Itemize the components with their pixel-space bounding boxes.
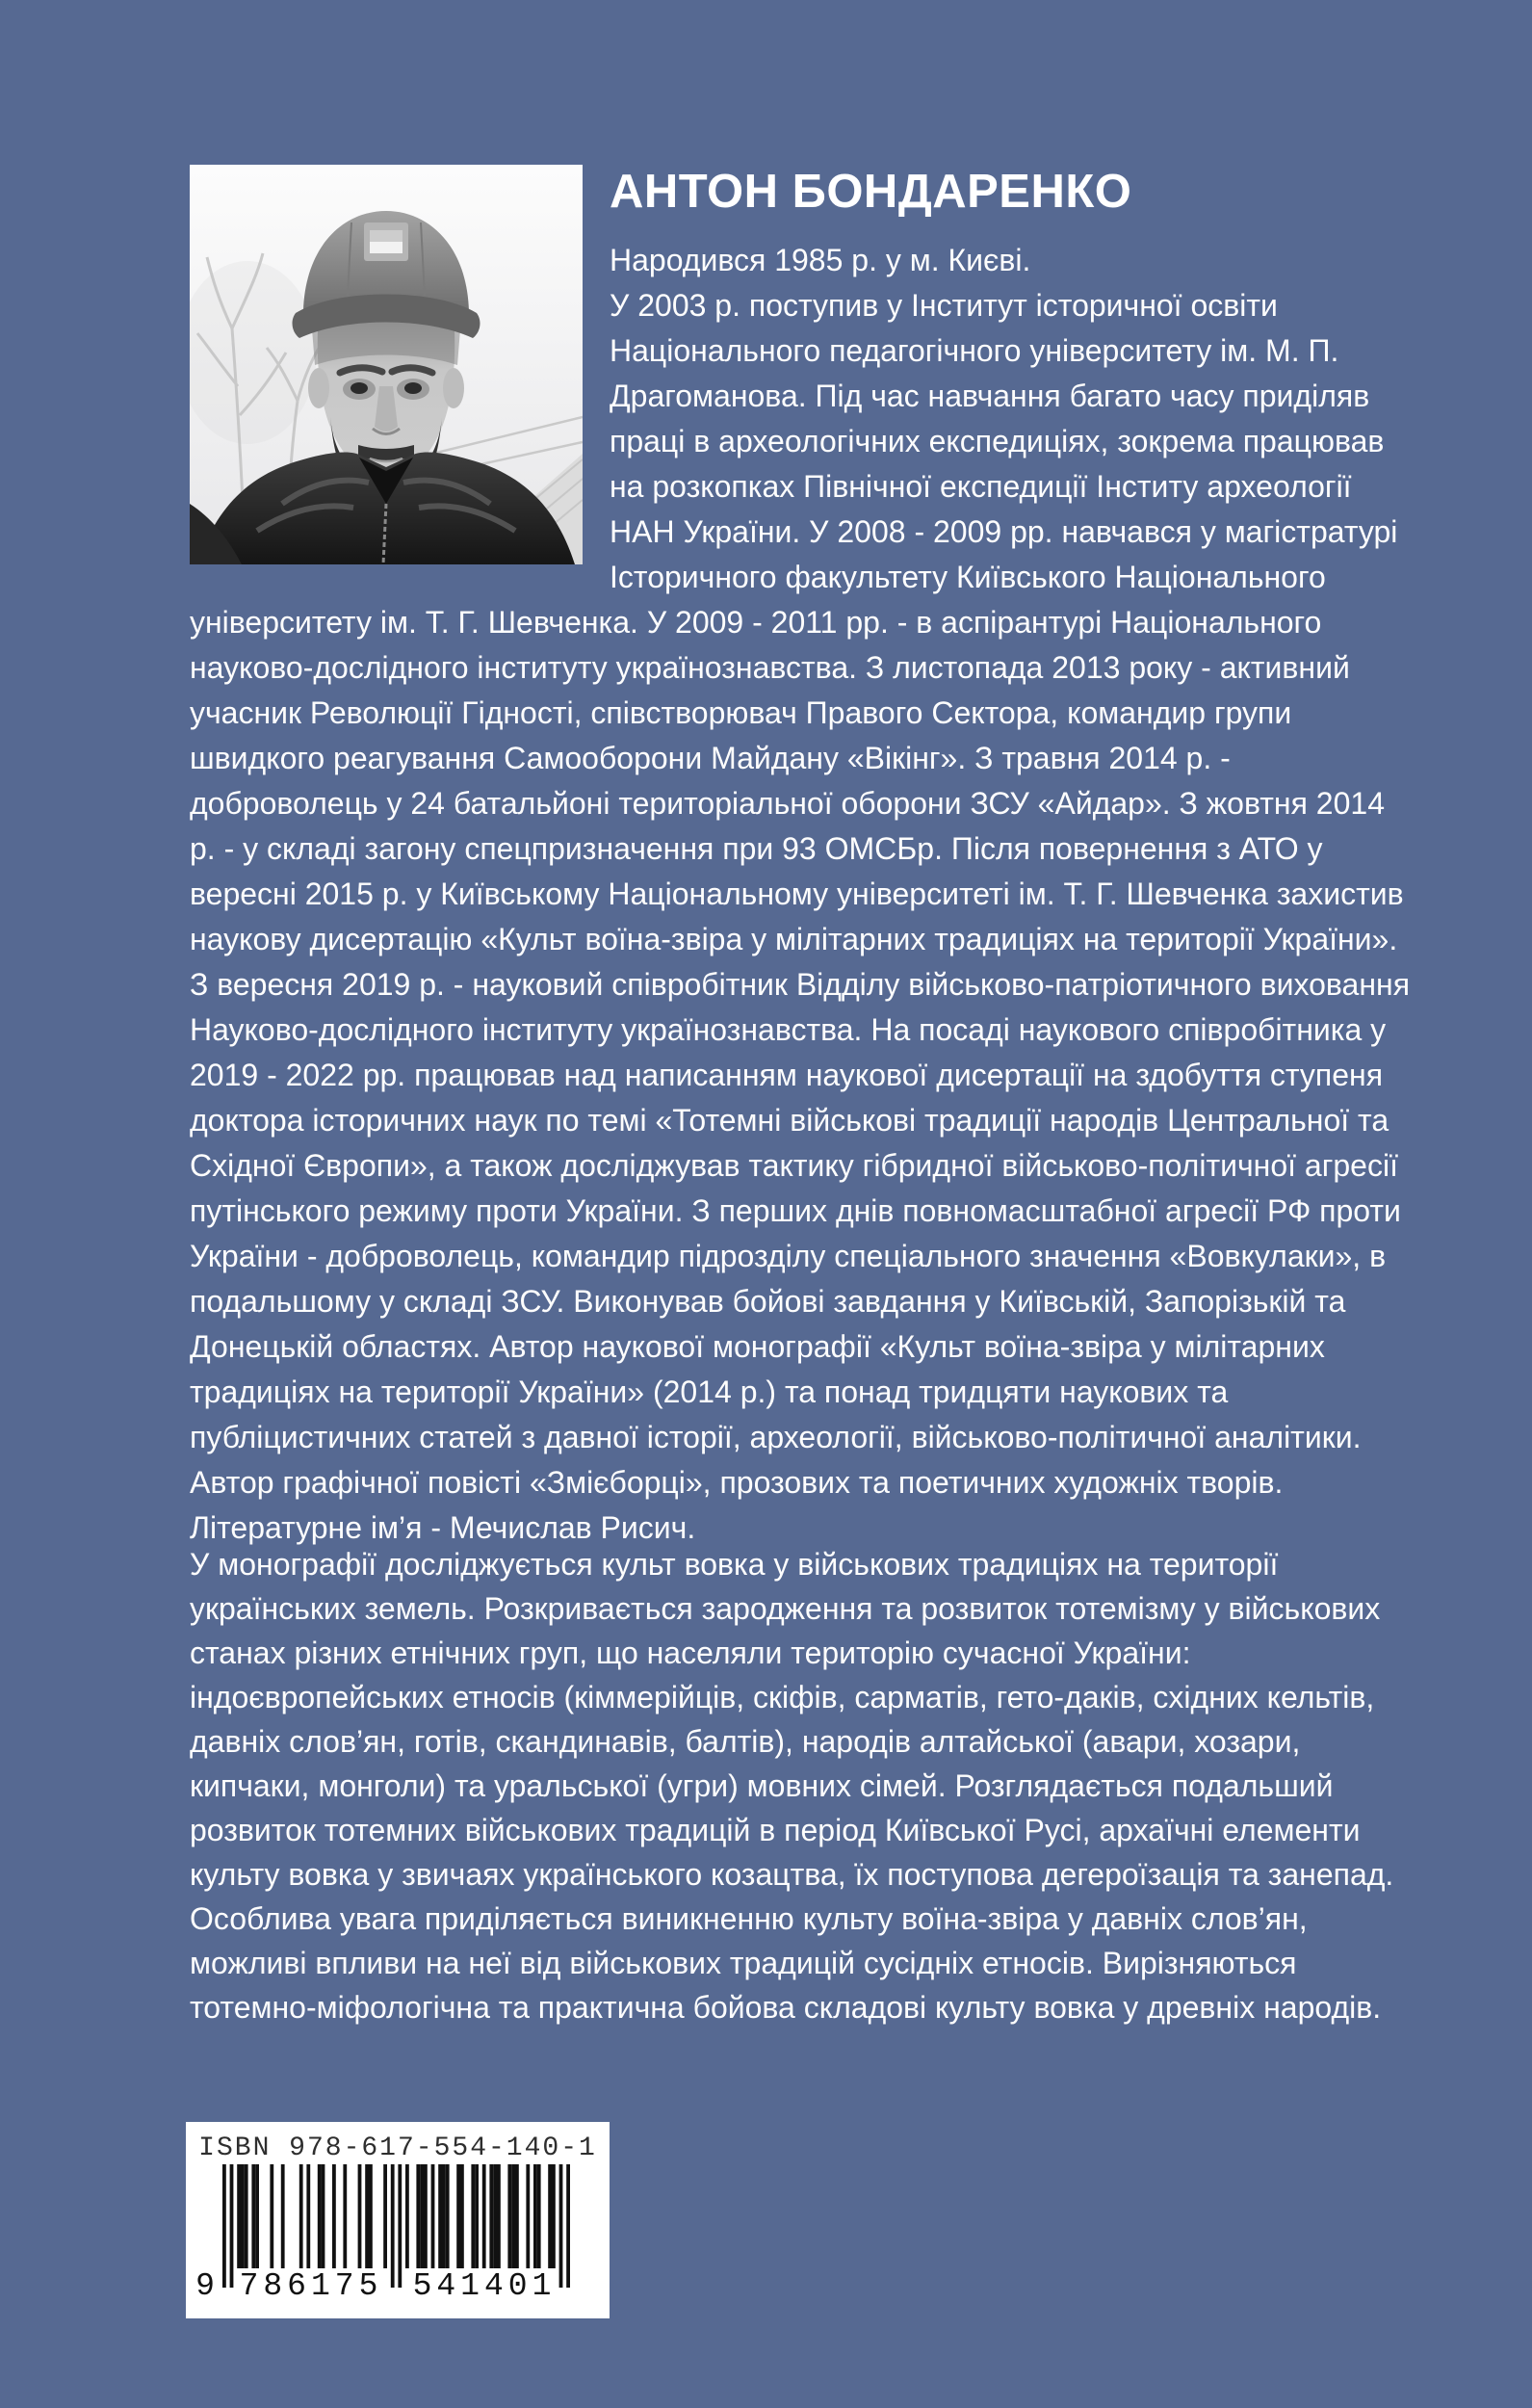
bio-birth-line: Народився 1985 р. у м. Києві. <box>610 243 1031 277</box>
author-photo <box>190 165 583 564</box>
barcode-digit-group: 9 <box>195 2268 215 2304</box>
barcode-digit-group: 786175 <box>239 2268 383 2304</box>
isbn-barcode-block <box>186 2122 610 2318</box>
author-bio-section <box>190 165 1413 1551</box>
author-portrait-illustration <box>190 165 583 564</box>
isbn-number-label: ISBN 978-617-554-140-1 <box>198 2133 597 2163</box>
bio-text: У 2003 р. поступив у Інститут історичної освіти Національного педагогічного університету ім. М. П. Драгоманова. Під час навчання багато часу приділяв праці в археологічних експедиціях, зокрема працював на розкопках Північної експедиції Інститу археології НАН України. У 2008 - 2009 рр. навчався у магістратурі Історичного факультету Київського Національного університету ім. Т. Г. Шевченка. У 2009 - 2011 рр. - в аспірантурі Національного науково-дослідного інституту українознавства. З листопада 2013 року - активний учасник Революції Гідності, співстворювач Правого Сектора, командир групи швидкого реагування Самооборони Майдану «Вікінг». З травня 2014 р. - доброволець у 24 батальйоні територіальної оборони ЗСУ «Айдар». З жовтня 2014 р. - у складі загону спецпризначення при 93 ОМСБр. Після повернення з АТО у вересні 2015 р. у Київському Національному університеті ім. Т. Г. Шевченка захистив наукову дисертацію «Культ воїна-звіра у мілітарних традиціях на території України». З вересня 2019 р. - науковий співробітник Відділу військово-патріотичного виховання Науково-дослідного інституту українознавства. На посаді наукового співробітника у 2019 - 2022 рр. працював над написанням наукової дисертації на здобуття ступеня доктора історичних наук по темі «Тотемні військові традиції народів Центральної та Східної Європи», а також досліджував тактику гібридної військово-політичної агресії путінського режиму проти України. З перших днів повномасштабної агресії РФ проти України - доброволець, командир підрозділу спеціального значення «Вовкулаки», в подальшому у складі ЗСУ. Виконував бойові завдання у Київській, Запорізькій та Донецькій областях. Автор наукової монографії «Культ воїна-звіра у мілітарних традиціях на території України» (2014 р.) та понад тридцяти наукових та публіцистичних статей з давної історії, археології, військово-політичної аналітики. Автор графічної повісті «Змієборці», прозових та поетичних художніх творів. Літературне ім’я - Мечислав Рисич. <box>190 288 1411 1545</box>
author-name-heading: АНТОН БОНДАРЕНКО <box>610 166 1132 218</box>
barcode-digit-group: 541401 <box>412 2268 557 2304</box>
book-synopsis: У монографії досліджується культ вовка у військових традиціях на території українських земель. Розкривається зародження та розвиток тотемізму у військових станах різних етнічних груп, що населяли територію сучасної України: індоєвропейських етносів (кіммерійців, скіфів, сарматів, гето-даків, східних кельтів, давніх слов’ян, готів, скандинавів, балтів), народів алтайської (авари, хозари, кипчаки, монголи) та уральської (угри) мовних сімей. Розглядається подальший розвиток тотемних військових традицій в період Київської Русі, архаїчні елементи культу вовка у звичаях українського козацтва, їх поступова дегероїзація та занепад. Особлива увага приділяється виникненню культу воїна-звіра у давніх слов’ян, можливі впливи на неї від військових традицій сусідніх етносів. Вирізняються тотемно-міфологічна та практична бойова складові культу вовка у древніх народів. <box>190 1547 1394 2025</box>
